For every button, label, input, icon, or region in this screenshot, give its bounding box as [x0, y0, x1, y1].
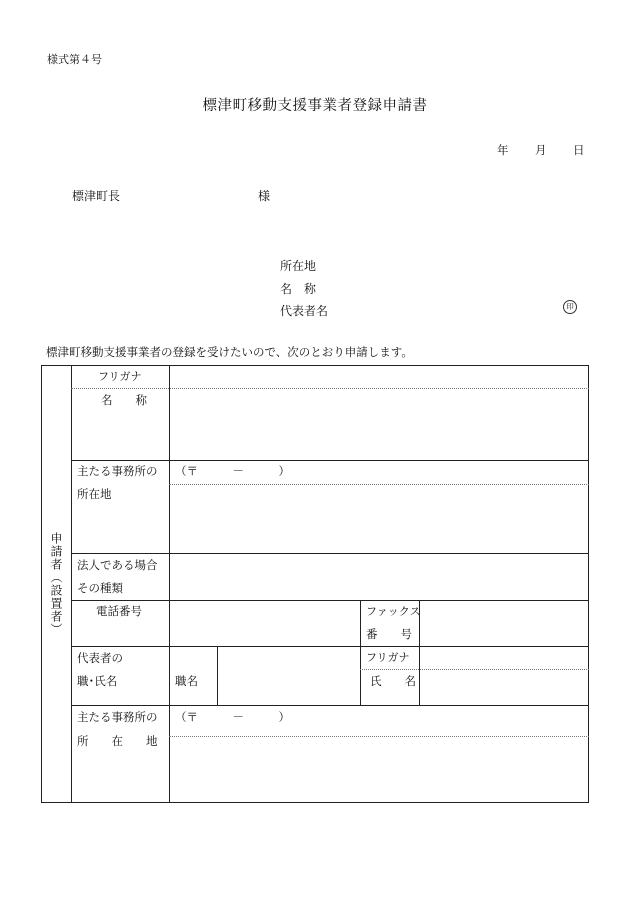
fax-input[interactable] [420, 601, 588, 645]
rep-name-input[interactable] [420, 670, 588, 704]
intro-text: 標津町移動支援事業者の登録を受けたいので、次のとおり申請します。 [46, 345, 413, 359]
office-address2-label-2: 所 在 地 [77, 734, 158, 748]
fax-divider-left [360, 600, 361, 705]
form-number: 様式第４号 [47, 53, 102, 66]
applicant-side-label-text: 申請者（設置者） [49, 531, 63, 636]
postal-code-field-1[interactable]: （〒 － ） [175, 464, 290, 478]
date-year: 年 [497, 143, 509, 157]
rep-furigana-label: フリガナ [366, 651, 410, 664]
document-title: 標津町移動支援事業者登録申請書 [202, 98, 428, 114]
position-input[interactable] [218, 647, 359, 704]
corp-type-label-1: 法人である場合 [77, 558, 158, 572]
representative-label-2: 職･氏名 [77, 674, 118, 688]
office-address-label-1: 主たる事務所の [77, 464, 158, 478]
office-address-label-2: 所在地 [77, 487, 112, 501]
date-line [497, 142, 585, 158]
seal-mark: 印 [563, 300, 577, 314]
applicant-representative-label: 代表者名 [280, 304, 329, 318]
addressee: 標津町長 [72, 189, 121, 203]
office-address2-input[interactable] [170, 737, 588, 801]
representative-label-1: 代表者の [77, 651, 123, 665]
rep-furigana-input[interactable] [420, 647, 588, 668]
office-address2-label-1: 主たる事務所の [77, 710, 158, 724]
applicant-address-label: 所在地 [280, 259, 317, 273]
honorific: 様 [258, 189, 271, 203]
applicant-name-label: 名 称 [280, 282, 317, 296]
name-input[interactable] [170, 389, 588, 459]
fax-label-1: ファックス [366, 605, 421, 618]
postal-code-field-2[interactable]: （〒 － ） [175, 710, 290, 724]
phone-input[interactable] [170, 601, 359, 645]
date-month: 月 [535, 143, 547, 157]
date-day: 日 [573, 143, 585, 157]
office-address-input[interactable] [170, 485, 588, 552]
table-border-bottom [41, 802, 589, 803]
corp-type-input[interactable] [170, 554, 588, 599]
applicant-side-label [42, 365, 71, 802]
corp-type-label-2: その種類 [77, 581, 123, 595]
position-label: 職名 [175, 674, 198, 688]
name-label: 名 称 [101, 393, 147, 407]
furigana-input[interactable] [170, 366, 588, 388]
furigana-label: フリガナ [98, 370, 142, 383]
side-column-divider [71, 365, 72, 802]
phone-label: 電話番号 [96, 604, 142, 618]
rep-name-label: 氏 名 [370, 674, 416, 688]
fax-label-2: 番 号 [366, 627, 412, 641]
